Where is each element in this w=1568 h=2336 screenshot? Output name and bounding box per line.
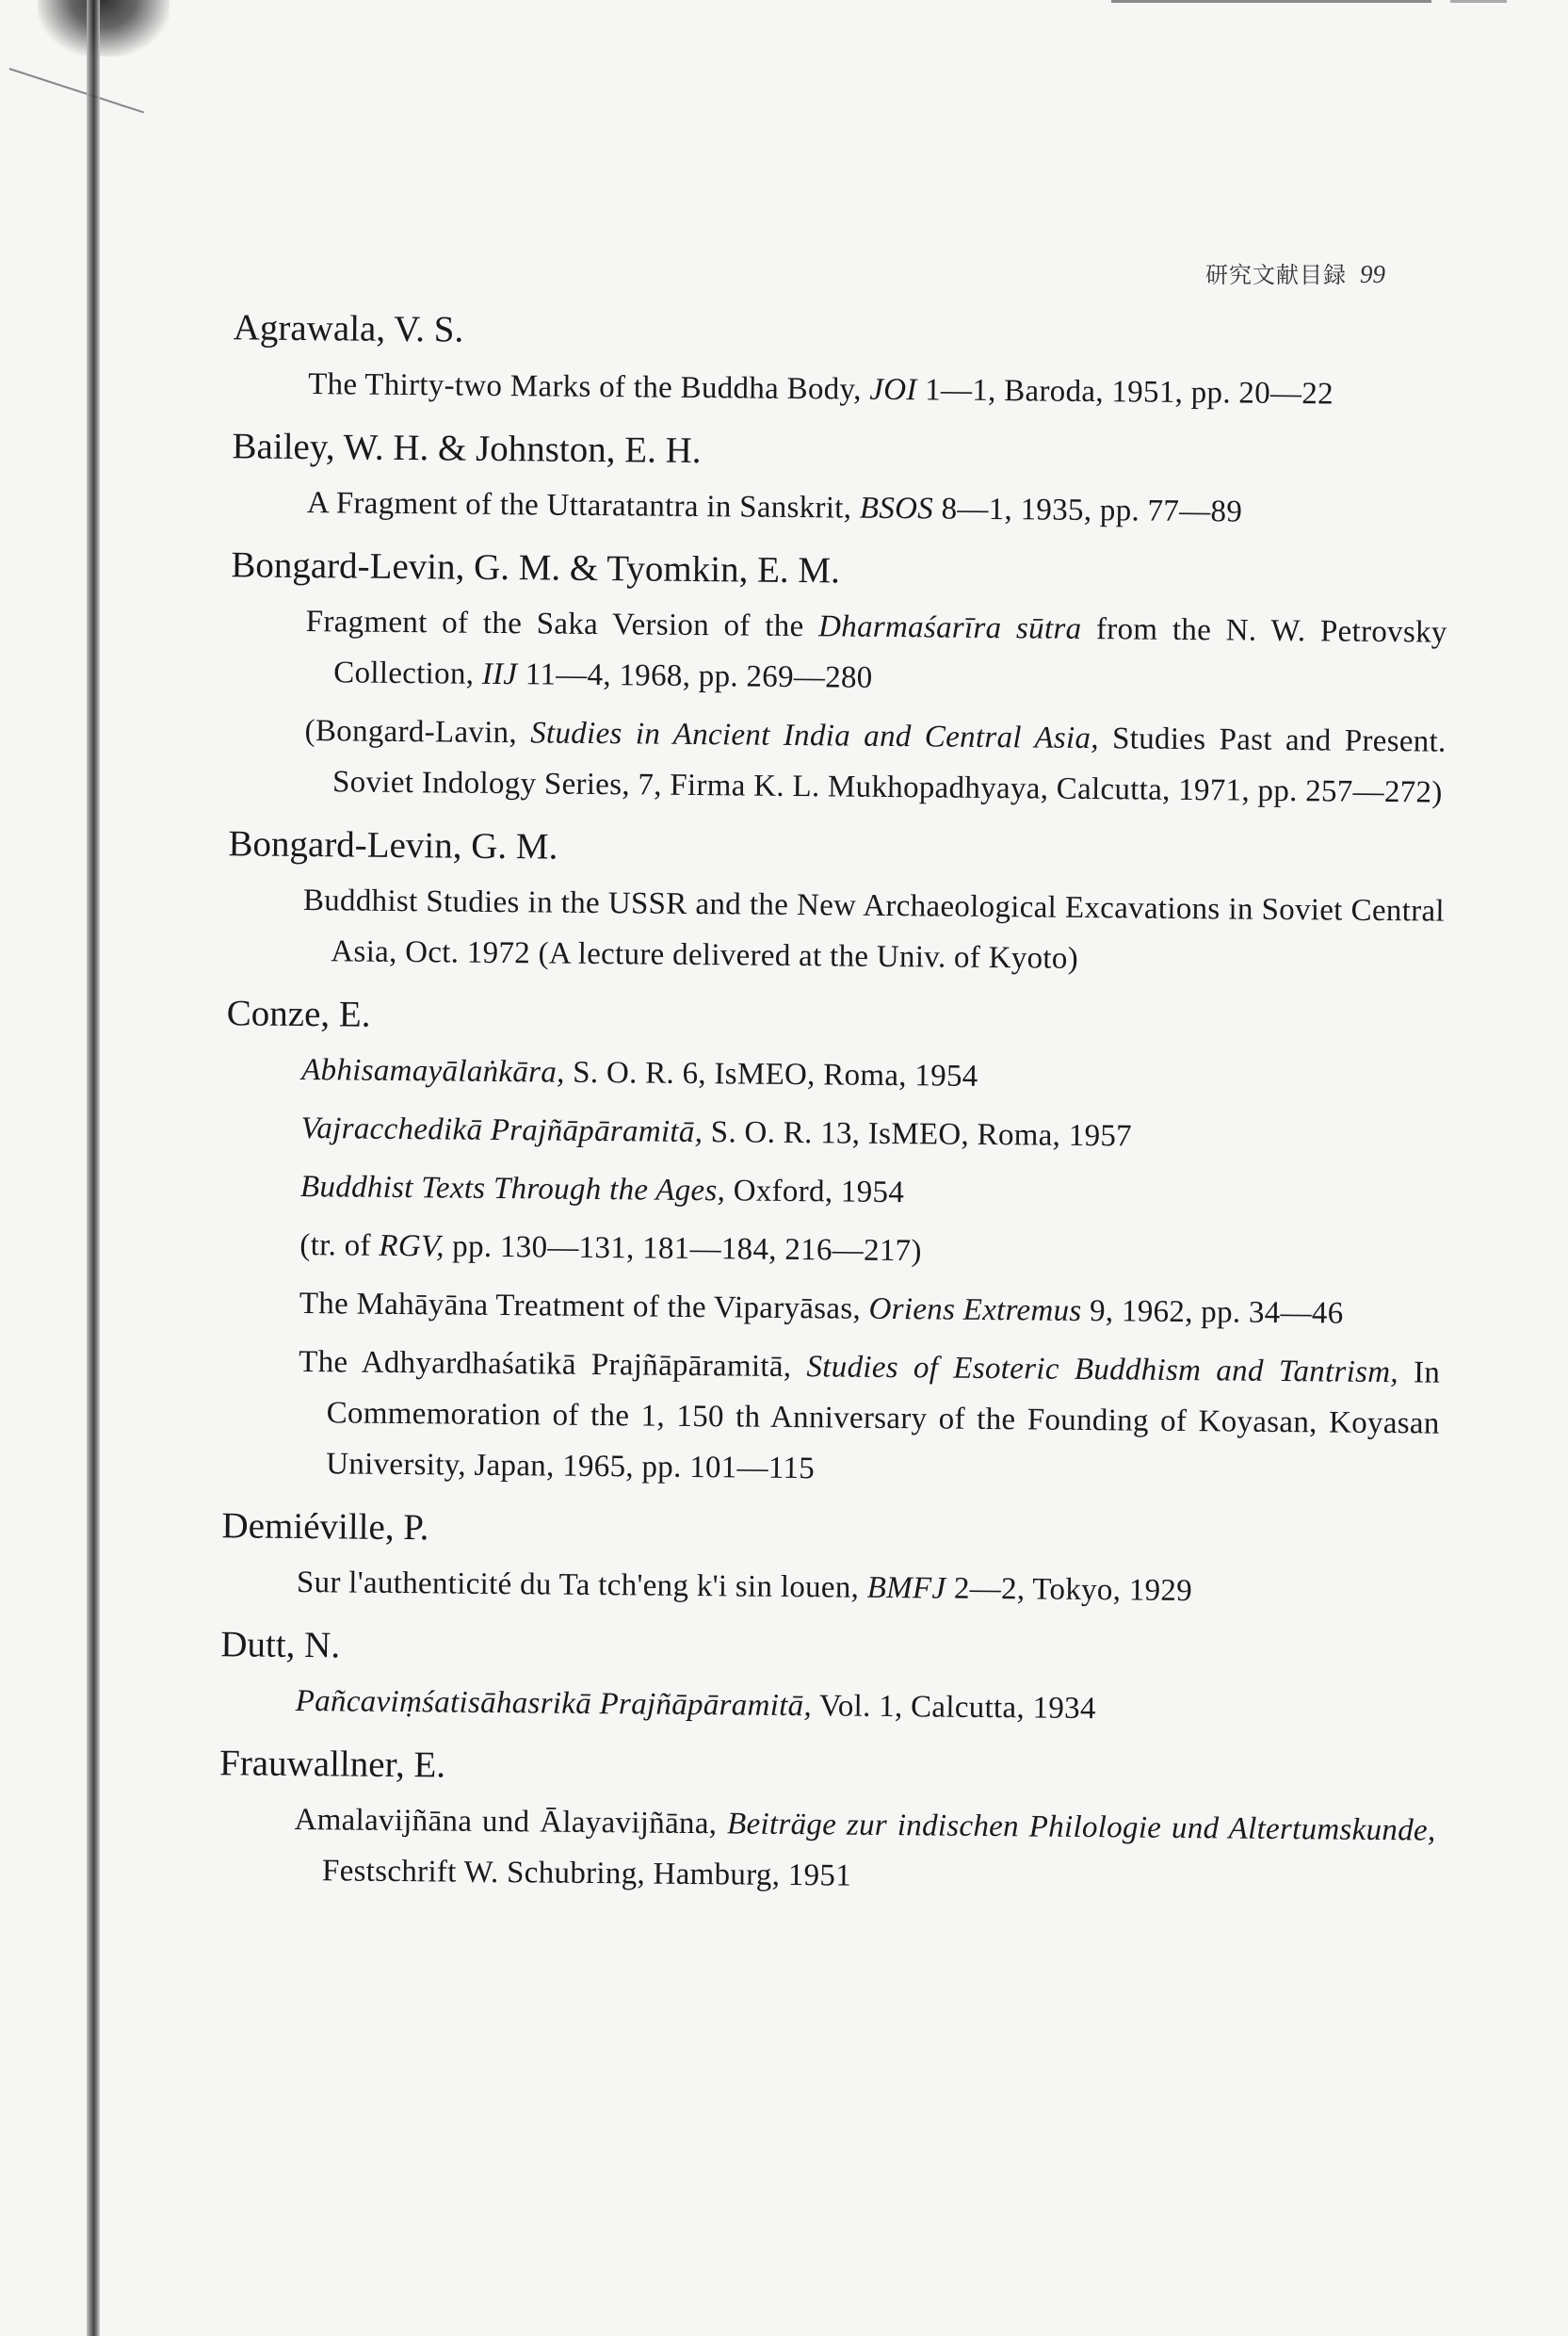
- work-text: Oxford, 1954: [724, 1174, 905, 1210]
- entry-work: [299, 1220, 1441, 1282]
- bibliography-entry: [201, 819, 1446, 988]
- entry-work: [294, 1794, 1436, 1907]
- work-text: Studies Past and Present. Soviet Indology Series, 7, Firma K. L. Mukhopadhyaya, Calcutta, 1971, pp. 257—272): [331, 722, 1447, 810]
- work-text: Fragment of the Saka Version of the: [305, 605, 819, 644]
- entry-work: [298, 1337, 1440, 1501]
- work-title-italic: Studies of Esoteric Buddhism and Tantrism,: [806, 1350, 1399, 1390]
- work-title-italic: Dharmaśarīra sūtra: [817, 609, 1082, 646]
- bibliography-entry: [202, 541, 1448, 819]
- entry-work: [296, 1676, 1437, 1738]
- work-title-italic: Buddhist Texts Through the Ages,: [299, 1169, 726, 1209]
- work-text: 9, 1962, pp. 34—46: [1081, 1293, 1344, 1331]
- work-text: 1—1, Baroda, 1951, pp. 20—22: [916, 373, 1334, 412]
- work-text: S. O. R. 6, IsMEO, Roma, 1954: [564, 1055, 978, 1094]
- work-text: The Mahāyāna Treatment of the Viparyāsas,: [299, 1286, 869, 1326]
- work-title-italic: Studies in Ancient India and Central Asia,: [530, 716, 1100, 756]
- bibliography-list: [192, 303, 1450, 1921]
- entry-author: Bongard-Levin, G. M.: [228, 823, 558, 868]
- work-title-italic: RGV,: [379, 1228, 445, 1264]
- work-title-italic: Beiträge zur indischen Philologie und Altertumskunde,: [726, 1807, 1436, 1848]
- work-text: Vol. 1, Calcutta, 1934: [811, 1689, 1096, 1727]
- bibliography-entry: [192, 1739, 1437, 1907]
- work-text: Buddhist Studies in the USSR and the New Archaeological Excavations in Soviet Central Asia, Oct. 1972 (A lecture delivered at the Univ. of Kyoto): [302, 884, 1446, 976]
- binding-shadow-top: [38, 0, 170, 57]
- work-text: Sur l'authenticité du Ta tch'eng k'i sin louen,: [296, 1565, 867, 1605]
- work-text: (Bongard-Lavin,: [304, 714, 531, 751]
- work-title-italic: JOI: [869, 372, 917, 408]
- entry-work: [301, 1045, 1443, 1107]
- entry-work: [304, 706, 1447, 819]
- bibliography-entry: [195, 1501, 1439, 1619]
- work-text: S. O. R. 13, IsMEO, Roma, 1957: [703, 1115, 1133, 1154]
- work-title-italic: Abhisamayālaṅkāra,: [301, 1053, 565, 1090]
- running-head: [1205, 256, 1385, 289]
- work-title-italic: BSOS: [859, 491, 934, 527]
- work-title-italic: IIJ: [481, 657, 518, 692]
- entry-work: [308, 359, 1449, 421]
- work-text: A Fragment of the Uttaratantra in Sanskrit,: [306, 486, 861, 526]
- work-text: Festschrift W. Schubring, Hamburg, 1951: [321, 1854, 852, 1893]
- work-text: In Commemoration of the 1, 150 th Anniversary of the Founding of Koyasan, Koyasan University, Japan, 1965, pp. 101—115: [326, 1355, 1441, 1486]
- top-edge-rule-small: [1450, 0, 1507, 3]
- top-edge-rule: [1111, 0, 1431, 3]
- work-text: 2—2, Tokyo, 1929: [946, 1571, 1193, 1609]
- entry-author: Dutt, N.: [220, 1624, 341, 1666]
- entry-work: [307, 478, 1448, 540]
- work-text: Amalavijñāna und Ālayavijñāna,: [294, 1802, 728, 1841]
- entry-author: Agrawala, V. S.: [233, 307, 464, 350]
- work-text: 8—1, 1935, pp. 77—89: [932, 492, 1243, 529]
- page-binding-edge: [87, 0, 100, 2336]
- entry-work: [300, 1103, 1442, 1165]
- work-text: The Adhyardhaśatikā Prajñāpāramitā,: [299, 1344, 807, 1385]
- entry-author: Bailey, W. H. & Johnston, E. H.: [232, 426, 702, 472]
- bibliography-entry: [196, 989, 1444, 1501]
- page-number: 99: [1360, 260, 1385, 288]
- entry-work: [302, 875, 1445, 988]
- work-text: pp. 130—131, 181—184, 216—217): [444, 1229, 922, 1269]
- work-text: from the N. W. Petrovsky Collection,: [333, 611, 1447, 691]
- entry-work: [305, 596, 1447, 709]
- work-title-italic: BMFJ: [866, 1570, 946, 1606]
- running-head-title: 研究文献目録: [1205, 262, 1347, 288]
- entry-author: Demiéville, P.: [221, 1505, 429, 1549]
- entry-author: Conze, E.: [226, 993, 371, 1035]
- bibliography-entry: [205, 422, 1449, 540]
- entry-work: [299, 1278, 1441, 1340]
- work-title-italic: Oriens Extremus: [868, 1291, 1082, 1328]
- work-text: The Thirty-two Marks of the Buddha Body,: [308, 367, 870, 407]
- entry-author: Frauwallner, E.: [218, 1743, 446, 1786]
- work-title-italic: Pañcaviṃśatisāhasrikā Prajñāpāramitā,: [295, 1683, 813, 1724]
- entry-author: Bongard-Levin, G. M. & Tyomkin, E. M.: [231, 544, 841, 592]
- work-text: (tr. of: [299, 1227, 380, 1263]
- work-text: 11—4, 1968, pp. 269—280: [517, 657, 873, 695]
- entry-work: [300, 1161, 1442, 1224]
- entry-work: [297, 1557, 1438, 1619]
- binding-mark: [9, 68, 144, 113]
- work-title-italic: Vajracchedikā Prajñāpāramitā,: [300, 1111, 703, 1150]
- bibliography-entry: [206, 303, 1450, 421]
- bibliography-entry: [194, 1620, 1438, 1738]
